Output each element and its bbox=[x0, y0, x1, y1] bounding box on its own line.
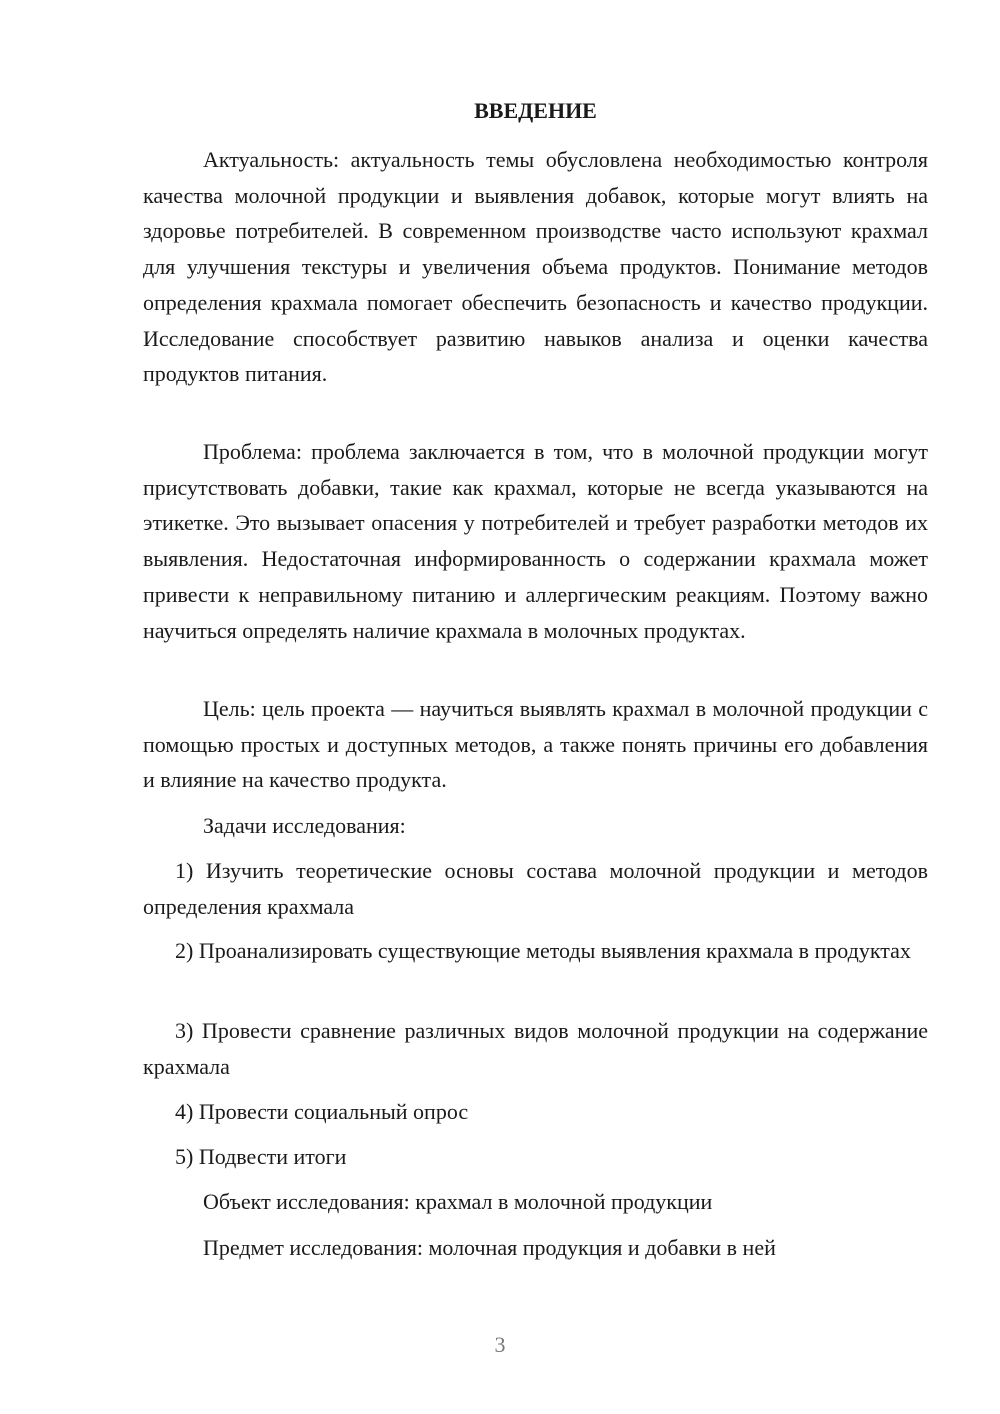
page-number: 3 bbox=[494, 1332, 506, 1357]
task-item-1: 1) Изучить теоретические основы состава молочной продукции и методов определения крахмала bbox=[143, 858, 928, 919]
task-item-4: 4) Провести социальный опрос bbox=[175, 1099, 469, 1124]
page-title: ВВЕДЕНИЕ bbox=[474, 98, 597, 123]
research-subject-paragraph: Предмет исследования: молочная продукция и добавки в ней bbox=[203, 1235, 776, 1260]
tasks-heading: Задачи исследования: bbox=[203, 813, 406, 838]
problem-paragraph: Проблема: проблема заключается в том, что в молочной продукции могут присутствовать добавки, такие как крахмал, которые не всегда указываются на этикетке. Это вызывает опасения у потребителей и требует разработки методов их выявления. Недостаточная информированность о содержании крахмала может привести к неправильному питанию и аллергическим реакциям. Поэтому важно научиться определять наличие крахмала в молочных продуктах. bbox=[143, 439, 928, 643]
research-object-paragraph: Объект исследования: крахмал в молочной продукции bbox=[203, 1189, 713, 1214]
task-item-5: 5) Подвести итоги bbox=[175, 1144, 347, 1169]
goal-paragraph: Цель: цель проекта — научиться выявлять крахмал в молочной продукции с помощью простых и доступных методов, а также понять причины его добавления и влияние на качество продукта. bbox=[143, 696, 928, 793]
task-item-2: 2) Проанализировать существующие методы выявления крахмала в продуктах bbox=[175, 938, 911, 963]
relevance-paragraph: Актуальность: актуальность темы обусловлена необходимостью контроля качества молочной продукции и выявления добавок, которые могут влиять на здоровье потребителей. В современном производстве часто используют крахмал для улучшения текстуры и увеличения объема продуктов. Понимание методов определения крахмала помогает обеспечить безопасность и качество продукции. Исследование способствует развитию навыков анализа и оценки качества продуктов питания. bbox=[143, 147, 928, 387]
task-item-3: 3) Провести сравнение различных видов молочной продукции на содержание крахмала bbox=[143, 1018, 928, 1079]
